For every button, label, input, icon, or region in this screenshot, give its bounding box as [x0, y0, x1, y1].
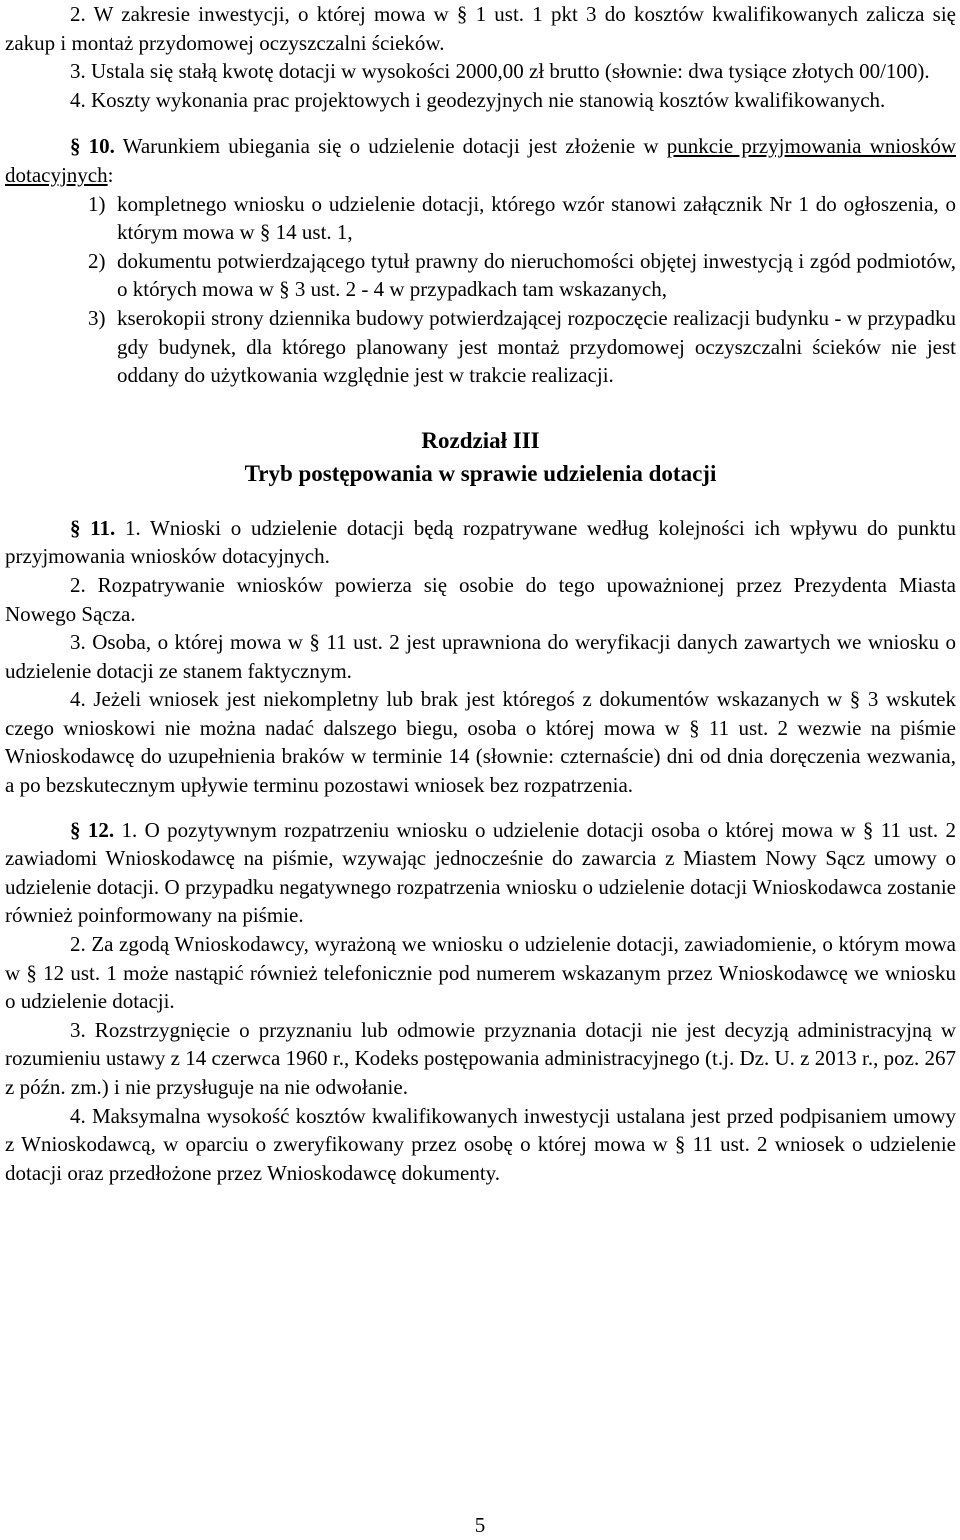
section-12-paragraph-1: [5, 816, 956, 930]
list-item: [5, 247, 956, 304]
list-item-number: 1): [88, 191, 106, 216]
chapter-subtitle: Tryb postępowania w sprawie udzielenia dotacji: [244, 460, 717, 486]
list-item-text: kserokopii strony dziennika budowy potwierdzającej rozpoczęcie realizacji budynku - w przypadku gdy budynek, dla którego planowany jest montaż przydomowej oczyszczalni ścieków nie jest oddany do użytkowania względnie jest w trakcie realizacji.: [117, 305, 956, 388]
list-item-text: kompletnego wniosku o udzielenie dotacji, którego wzór stanowi załącznik Nr 1 do ogłoszenia, o którym mowa w § 14 ust. 1,: [117, 191, 956, 245]
list-item-number: 3): [88, 305, 106, 330]
section-10-number: § 10.: [70, 134, 115, 159]
section-10-tail: :: [107, 162, 114, 187]
section-12-paragraph-2: 2. Za zgodą Wnioskodawcy, wyrażoną we wniosku o udzielenie dotacji, zawiadomienie, o którym mowa w § 12 ust. 1 może nastąpić również telefonicznie pod numerem wskazanym przez Wnioskodawcę we wniosku o udzielenie dotacji.: [5, 932, 956, 1014]
chapter-title: Rozdział III: [421, 427, 540, 453]
section-12-text-1: 1. O pozytywnym rozpatrzeniu wniosku o udzielenie dotacji osoba o której mowa w § 11 ust. 2 zawiadomi Wnioskodawcę na piśmie, wzywając jednocześnie do zawarcia z Miastem Nowy Sącz umowy o udzielenie dotacji. O przypadku negatywnego rozpatrzenia wniosku o udzielenie dotacji Wnioskodawca zostanie również poinformowany na piśmie.: [5, 817, 956, 928]
paragraph-top-3: 3. Ustala się stałą kwotę dotacji w wysokości 2000,00 zł brutto (słownie: dwa tysiące złotych 00/100).: [70, 59, 930, 84]
section-11-number: § 11.: [70, 515, 116, 540]
section-12-paragraph-3: 3. Rozstrzygnięcie o przyznaniu lub odmowie przyznania dotacji nie jest decyzją administracyjną w rozumieniu ustawy z 14 czerwca 1960 r., Kodeks postępowania administracyjnego (t.j. Dz. U. z 2013 r., poz. 267 z późn. zm.) i nie przysługuje na nie odwołanie.: [5, 1017, 956, 1099]
section-11-paragraph-1: [5, 514, 956, 571]
section-11-text-1: 1. Wnioski o udzielenie dotacji będą rozpatrywane według kolejności ich wpływu do punktu przyjmowania wniosków dotacyjnych.: [5, 515, 957, 569]
page-number: 5: [474, 1513, 486, 1537]
section-10-lead: Warunkiem ubiegania się o udzielenie dotacji jest złożenie w: [122, 134, 667, 159]
section-10-list: [5, 190, 956, 390]
section-11-paragraph-2: 2. Rozpatrywanie wniosków powierza się osobie do tego upoważnionej przez Prezydenta Miasta Nowego Sącza.: [5, 572, 956, 626]
section-11-paragraph-3: 3. Osoba, o której mowa w § 11 ust. 2 jest uprawniona do weryfikacji danych zawartych we wniosku o udzielenie dotacji ze stanem faktycznym.: [5, 630, 956, 683]
chapter-heading: [5, 424, 956, 490]
list-item-text: dokumentu potwierdzającego tytuł prawny do nieruchomości objętej inwestycją i zgód podmiotów, o których mowa w § 3 ust. 2 - 4 w przypadkach tam wskazanych,: [117, 248, 956, 302]
paragraph-top-2: 2. W zakresie inwestycji, o której mowa w § 1 ust. 1 pkt 3 do kosztów kwalifikowanych zalicza się zakup i montaż przydomowej oczyszczalni ścieków.: [5, 2, 956, 55]
document-page: [5, 0, 956, 1187]
list-item-number: 2): [88, 248, 106, 273]
list-item: [5, 304, 956, 390]
list-item: [5, 190, 956, 247]
section-10-link: punkcie przyjmowania wniosków dotacyjnych: [5, 134, 956, 187]
section-12-number: § 12.: [70, 817, 115, 842]
section-12-paragraph-4: 4. Maksymalna wysokość kosztów kwalifikowanych inwestycji ustalana jest przed podpisaniem umowy z Wnioskodawcą, w oparciu o zweryfikowany przez osobę o której mowa w § 11 ust. 2 wniosek o udzielenie dotacji oraz przedłożone przez Wnioskodawcę dokumenty.: [5, 1103, 956, 1185]
section-11-paragraph-4: 4. Jeżeli wniosek jest niekompletny lub brak jest któregoś z dokumentów wskazanych w § 3 wskutek czego wnioskowi nie można nadać dalszego biegu, osoba o której mowa w § 11 ust. 2 wezwie na piśmie Wnioskodawcę do uzupełnienia braków w terminie 14 (słownie: czternaście) dni od dnia doręczenia wezwania, a po bezskutecznym upływie terminu pozostawi wniosek bez rozpatrzenia.: [5, 687, 956, 798]
section-10-intro: [5, 132, 956, 189]
paragraph-top-4: 4. Koszty wykonania prac projektowych i geodezyjnych nie stanowią kosztów kwalifikowanych.: [70, 87, 886, 112]
